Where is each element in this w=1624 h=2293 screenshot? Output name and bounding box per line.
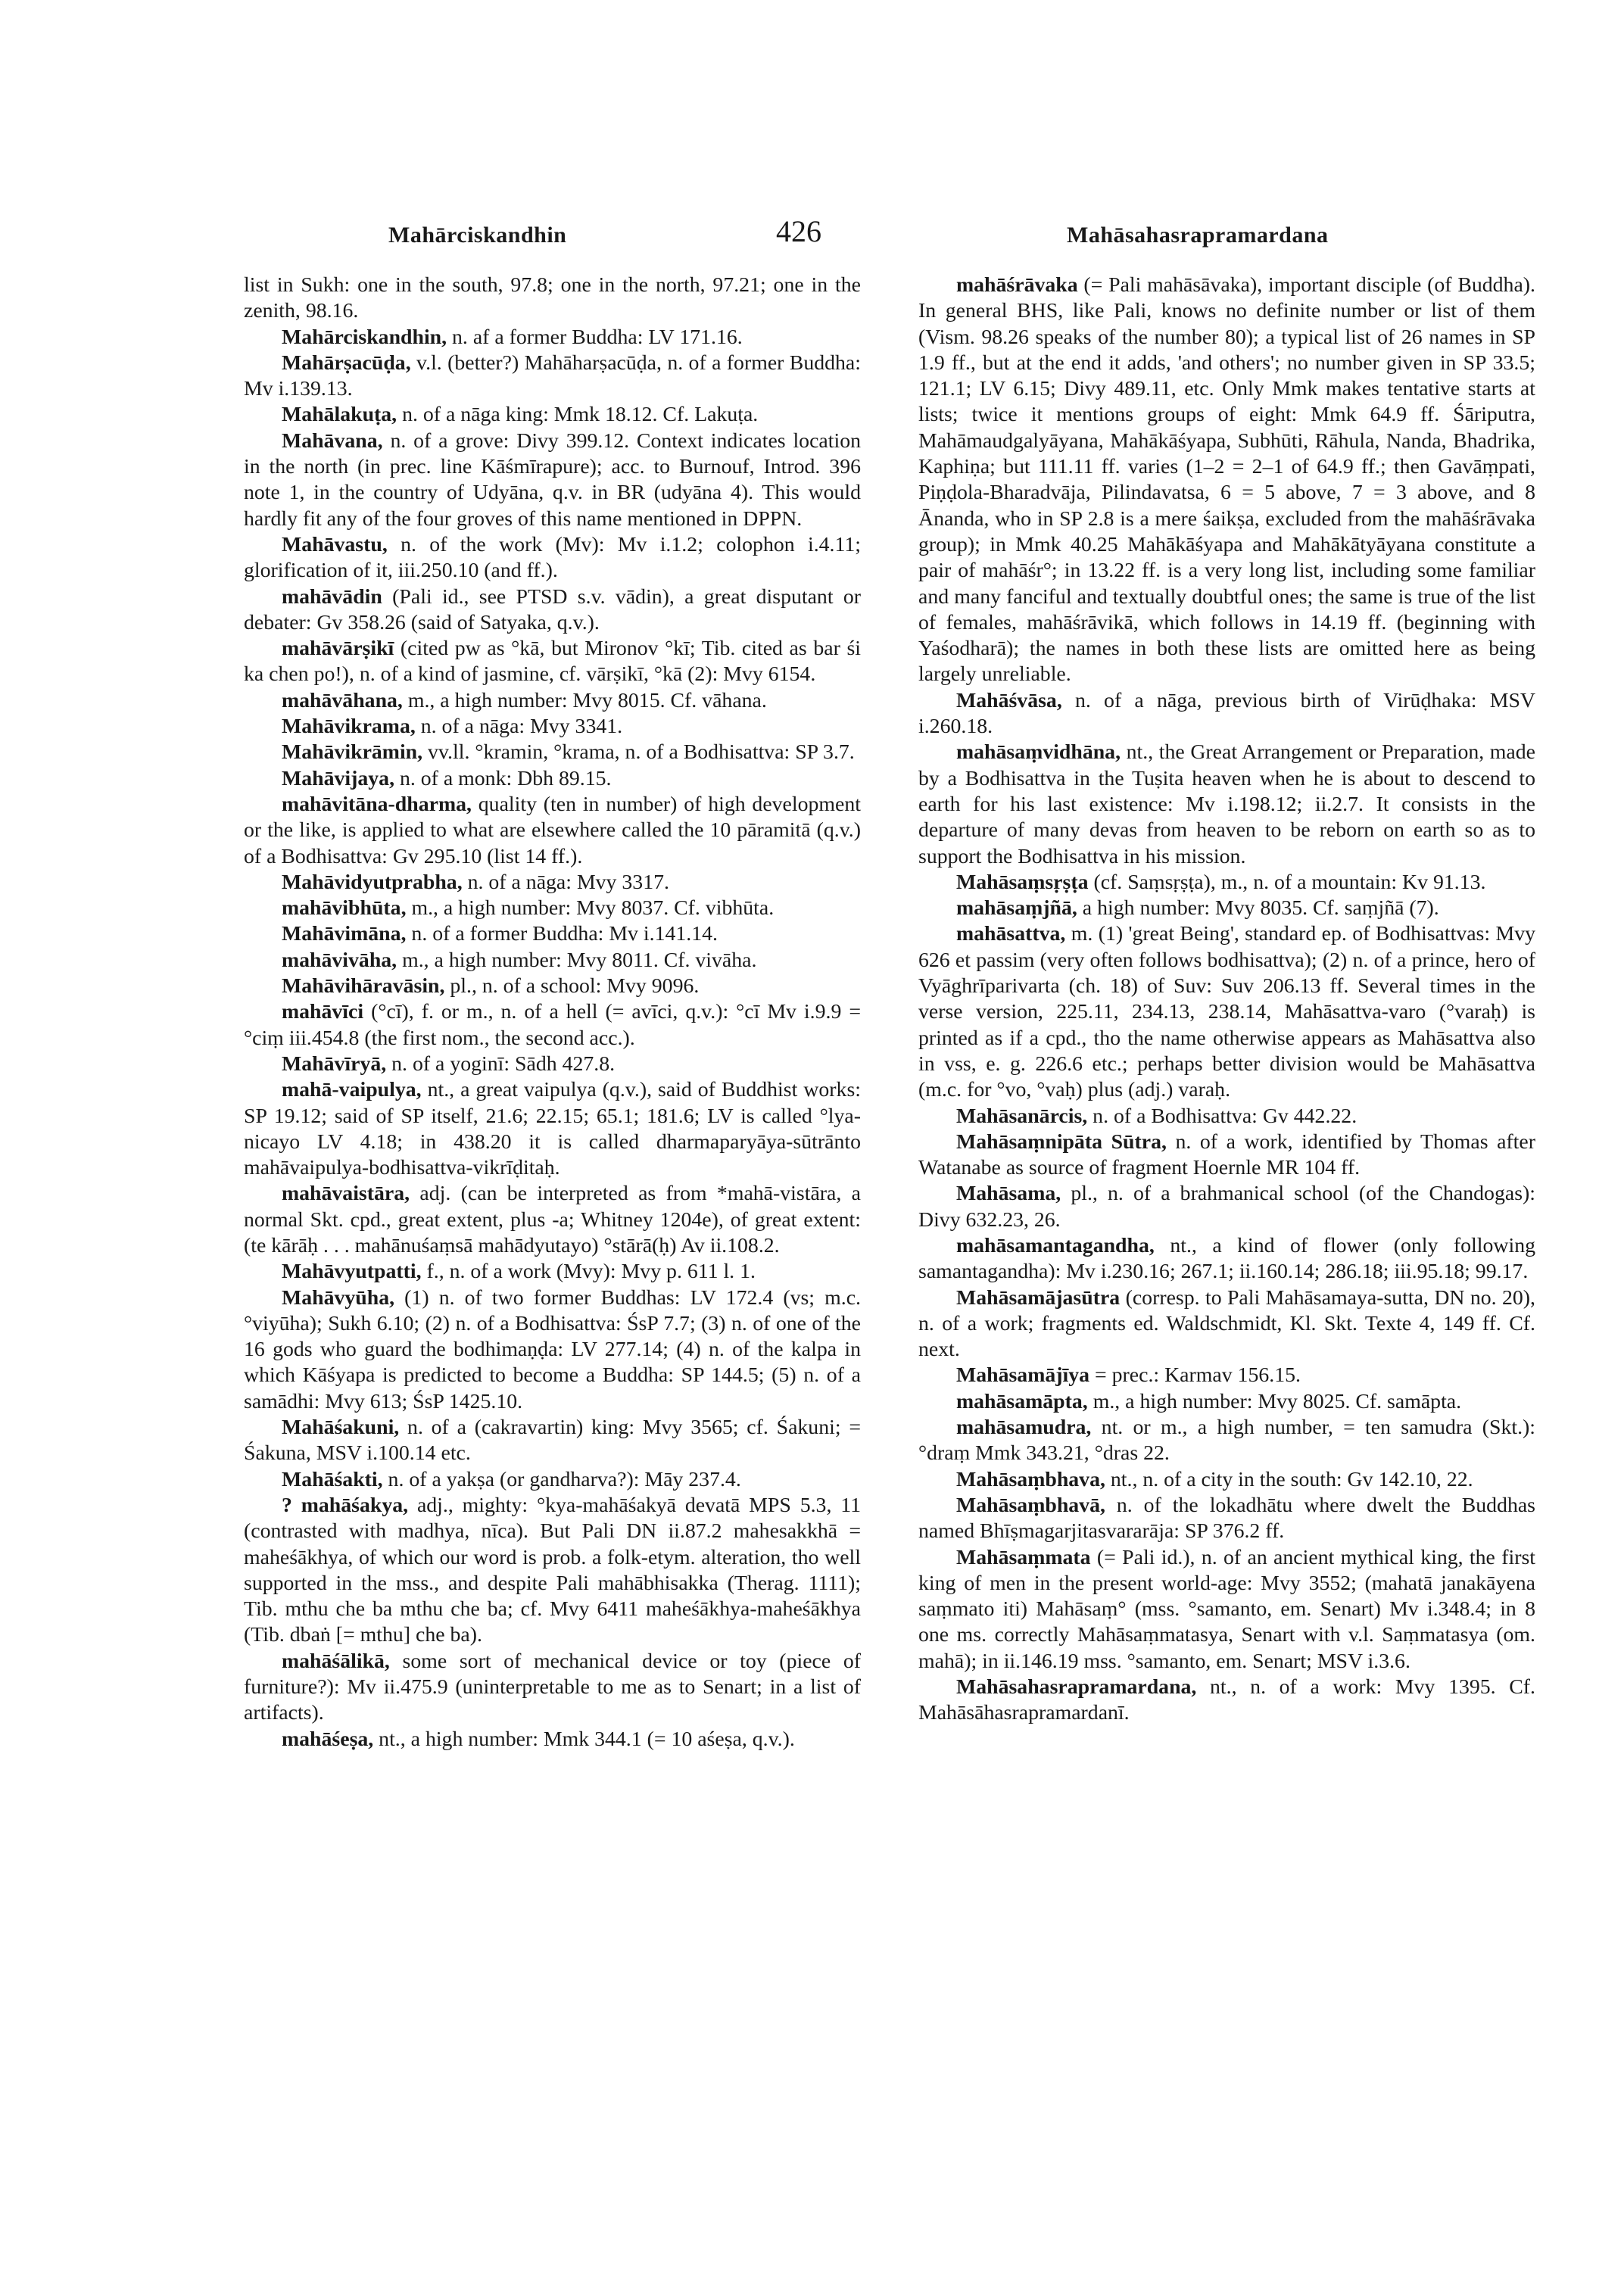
- dictionary-entry: [244, 1493, 861, 1649]
- entry-headword: Mahāśvāsa,: [956, 688, 1062, 712]
- entry-headword: Mahāvijaya,: [282, 766, 395, 790]
- dictionary-entry: [918, 1415, 1535, 1467]
- dictionary-entry: [918, 870, 1535, 896]
- entry-text: quality (ten in number) of high development or the like, is applied to what are elsewhere called the 10 pāramitā (q.v.) of a Bodhisattva: Gv 295.10 (list 14 ff.).: [244, 792, 861, 868]
- dictionary-entry: [918, 740, 1535, 869]
- dictionary-entry: [244, 740, 861, 765]
- entry-text: (= Pali mahāsāvaka), important disciple (of Buddha). In general BHS, like Pali, knows no definite number or list of them (Vism. 98.26 speaks of the number 80); a typical list of 26 names in SP 1.9 ff., but at the end it adds, 'and others'; no number given in SP 33.5; 121.1; LV 6.15; Divy 489.11, etc. Only Mmk makes tentative starts at lists; twice it mentions groups of eight: Mmk 64.9 ff. Śāriputra, Mahāmaudgalyāyana, Mahākāśyapa, Subhūti, Rāhula, Nanda, Bhadrika, Kaphiṇa; but 111.11 ff. varies (1–2 = 2–1 of 64.9 ff.; then Gavāṃpati, Piṇḍola-Bharadvāja, Pilindavatsa, 6 = 5 above, 7 = 3 above, and 8 Ānanda, who in SP 2.8 is a mere śaikṣa, excluded from the mahāśrāvaka group); in Mmk 40.25 Mahākāśyapa and Mahākātyāyana constitute a pair of mahāśr°; in 13.22 ff. is a very long list, including some familiar and many fanciful and textually doubtful ones; the same is true of the list of females, mahāśrāvikā, which follows in 14.19 ff. (beginning with Yaśodharā); the names in both these lists are omitted here as being largely unreliable.: [918, 273, 1535, 687]
- entry-headword: mahāvāhana,: [282, 688, 403, 712]
- dictionary-entry: [244, 766, 861, 792]
- dictionary-entry: [918, 1129, 1535, 1182]
- entry-headword: mahāśrāvaka: [956, 273, 1078, 297]
- entry-text: pl., n. of a school: Mvy 9096.: [444, 974, 700, 999]
- entry-text: n. of a former Buddha: Mv i.141.14.: [406, 922, 718, 946]
- dictionary-entry: [918, 1467, 1535, 1493]
- entry-headword: Mahāsahasrapramardana,: [956, 1675, 1197, 1699]
- entry-text: = prec.: Karmav 156.15.: [1089, 1363, 1301, 1388]
- entry-headword: mahāvīci: [282, 1000, 364, 1024]
- dictionary-entry: [244, 325, 861, 350]
- entry-text: (cf. Saṃsṛṣṭa), m., n. of a mountain: Kv 91.13.: [1088, 870, 1486, 894]
- dictionary-entry: [918, 1363, 1535, 1388]
- entry-text: m., a high number: Mvy 8015. Cf. vāhana.: [402, 688, 767, 712]
- dictionary-entry: [244, 532, 861, 584]
- entry-headword: Mahāśakuni,: [282, 1416, 400, 1440]
- dictionary-entry: [244, 1259, 861, 1285]
- entry-headword: Mahāvidyutprabha,: [282, 870, 463, 894]
- entry-headword: Mahāvikrāmin,: [282, 740, 423, 765]
- entry-text: (cited pw as °kā, but Mironov °kī; Tib. cited as bar śi ka chen po!), n. of a kind of jasmine, cf. vārṣikī, °kā (2): Mvy 6154.: [244, 637, 861, 687]
- entry-text: adj., mighty: °kya-mahāśakyā devatā MPS 5.3, 11 (contrasted with madhya, nīca). But Pali DN ii.87.2 mahesakkhā = maheśākhya, of which our word is prob. a folk-etym. alteration, tho well supported in the mss., and despite Pali mahābhisakka (Therag. 1111); Tib. mthu che ba mthu che ba; cf. Mvy 6411 maheśākhya-maheśākhya (Tib. dbaṅ [= mthu] che ba).: [244, 1493, 862, 1647]
- entry-text: a high number: Mvy 8035. Cf. saṃjñā (7).: [1077, 896, 1439, 921]
- entry-text: some sort of mechanical device or toy (piece of furniture?): Mv ii.475.9 (uninterpretable to me as to Senart; in a list of artifacts).: [244, 1649, 861, 1725]
- entry-text: n. of a monk: Dbh 89.15.: [394, 766, 612, 790]
- dictionary-entry: [244, 636, 861, 688]
- entry-headword: mahāsaṃjñā,: [956, 896, 1077, 921]
- entry-headword: Mahāsama,: [956, 1182, 1061, 1206]
- entry-text: v.l. (better?) Mahāharṣacūḍa, n. of a former Buddha: Mv i.139.13.: [244, 350, 861, 401]
- page-number: 426: [776, 214, 821, 248]
- entry-headword: Mahāsanārcis,: [956, 1104, 1088, 1128]
- running-head-right: Mahāsahasrapramardana: [1067, 223, 1329, 248]
- entry-headword: ? mahāśakya,: [282, 1493, 409, 1517]
- entry-headword: Mahāsaṃbhava,: [956, 1467, 1105, 1491]
- entry-text: n. af a former Buddha: LV 171.16.: [447, 325, 743, 349]
- entry-text: pl., n. of a brahmanical school (of the Chandogas): Divy 632.23, 26.: [918, 1182, 1535, 1232]
- entry-text: n. of the lokadhātu where dwelt the Buddhas named Bhīṣmagarjitasvararāja: SP 376.2 ff.: [918, 1493, 1535, 1544]
- entry-headword: Mahāvīryā,: [282, 1051, 387, 1076]
- entry-text: (1) n. of two former Buddhas: LV 172.4 (vs; m.c. °viyūha); Sukh 6.10; (2) n. of a Bodhisattva: ŚsP 7.7; (3) n. of one of the 16 gods who guard the bodhimaṇḍa: LV 277.14; (4) n. of the kalpa in which Kāśyapa is predicted to become a Buddha: SP 144.5; (5) n. of a samādhi: Mvy 613; ŚsP 1425.10.: [244, 1285, 861, 1413]
- entry-headword: mahāsaṃvidhāna,: [956, 740, 1121, 765]
- dictionary-entry: [244, 714, 861, 740]
- entry-text: m., a high number: Mvy 8025. Cf. samāpta.: [1087, 1389, 1462, 1413]
- entry-text: n. of a nāga: Mvy 3317.: [462, 870, 669, 894]
- entry-text: n. of a Bodhisattva: Gv 442.22.: [1087, 1104, 1357, 1128]
- entry-headword: mahāsamāpta,: [956, 1389, 1088, 1413]
- entry-headword: Mahāvimāna,: [282, 922, 407, 946]
- dictionary-entry: [244, 1727, 861, 1752]
- dictionary-entry: [244, 1649, 861, 1727]
- dictionary-entry: [244, 1467, 861, 1493]
- entry-headword: mahāvibhūta,: [282, 896, 407, 921]
- entry-text: n. of the work (Mv): Mv i.1.2; colophon i.4.11; glorification of it, iii.250.10 (and ff.).: [244, 532, 861, 583]
- entry-text: m., a high number: Mvy 8037. Cf. vibhūta.: [406, 896, 775, 921]
- entry-text: n. of a grove: Divy 399.12. Context indicates location in the north (in prec. line Kāśmīrapure); acc. to Burnouf, Introd. 396 note 1, in the country of Udyāna, q.v. in BR (udyāna 4). This would hardly fit any of the four groves of this name mentioned in DPPN.: [244, 428, 861, 531]
- entry-text: nt. or m., a high number, = ten samudra (Skt.): °draṃ Mmk 343.21, °dras 22.: [918, 1416, 1535, 1466]
- entry-text: (°cī), f. or m., n. of a hell (= avīci, q.v.): °cī Mv i.9.9 = °ciṃ iii.454.8 (the first nom., the second acc.).: [244, 1000, 861, 1050]
- dictionary-entry: [918, 1233, 1535, 1285]
- entry-headword: Mahāvastu,: [282, 532, 388, 556]
- entry-text: n. of a (cakravartin) king: Mvy 3565; cf. Śakuni; = Śakuna, MSV i.100.14 etc.: [244, 1416, 861, 1466]
- entry-headword: Mahāvikrama,: [282, 715, 416, 739]
- entry-text: (= Pali id.), n. of an ancient mythical king, the first king of men in the present world-age: Mvy 3552; (mahatā janakāyena saṃmato iti) Mahāsaṃ° (mss. °samanto, em. Senart) Mv i.348.4; in 8 one ms. correctly Mahāsaṃmatasya, Senart with v.l. Saṃmatasya (om. mahā); in ii.146.19 mss. °samanto, em. Senart; MSV i.3.6.: [918, 1545, 1535, 1673]
- entry-text: n. of a yakṣa (or gandharva?): Māy 237.4.: [382, 1467, 741, 1491]
- entry-headword: Mahāsaṃsṛṣṭa: [956, 870, 1089, 894]
- dictionary-entry: [244, 870, 861, 896]
- entry-headword: mahāvārṣikī: [282, 637, 394, 661]
- entry-text: n. of a nāga, previous birth of Virūḍhaka: MSV i.260.18.: [918, 688, 1535, 739]
- entry-text: (corresp. to Pali Mahāsamaya-sutta, DN no. 20), n. of a work; fragments ed. Waldschmidt, Kl. Skt. Texte 4, 149 ff. Cf. next.: [918, 1285, 1535, 1362]
- entry-headword: mahāsattva,: [956, 922, 1066, 946]
- dictionary-entry: [244, 1285, 861, 1415]
- entry-headword: Mahāvihāravāsin,: [282, 974, 445, 999]
- dictionary-entry: [918, 273, 1535, 688]
- dictionary-entry: [244, 921, 861, 947]
- entry-headword: mahāvaistāra,: [282, 1182, 410, 1206]
- entry-headword: Mahāsaṃbhavā,: [956, 1493, 1105, 1517]
- entry-headword: Mahāsaṃnipāta Sūtra,: [956, 1129, 1167, 1154]
- entry-headword: mahāvivāha,: [282, 948, 397, 972]
- entry-text: f., n. of a work (Mvy): Mvy p. 611 l. 1.: [421, 1260, 756, 1284]
- entry-headword: Mahāvyutpatti,: [282, 1260, 422, 1284]
- dictionary-entry: [244, 350, 861, 403]
- entry-text: nt., a great vaipulya (q.v.), said of Buddhist works: SP 19.12; said of SP itself, 21.6; 22.15; 65.1; 181.6; LV is called °lya-nicayo LV 4.18; in 438.20 it is called dharmaparyāya-sūtrānto mahāvaipulya-bodhisattva-vikrīḍitaḥ.: [244, 1078, 861, 1180]
- entry-headword: mahāvitāna-dharma,: [282, 792, 472, 816]
- dictionary-entry: [244, 1077, 861, 1181]
- dictionary-entry: [918, 1493, 1535, 1545]
- dictionary-entry: [244, 428, 861, 532]
- entry-headword: Mahāśakti,: [282, 1467, 383, 1491]
- entry-headword: Mahāsamājīya: [956, 1363, 1090, 1388]
- right-column: [918, 273, 1535, 1727]
- dictionary-entry: [918, 896, 1535, 921]
- entry-headword: Mahāvana,: [282, 428, 383, 453]
- dictionary-entry: [918, 1545, 1535, 1675]
- entry-headword: mahāsamudra,: [956, 1416, 1092, 1440]
- dictionary-entry: [244, 1181, 861, 1259]
- entry-text: m., a high number: Mvy 8011. Cf. vivāha.: [397, 948, 757, 972]
- dictionary-entry: [244, 792, 861, 870]
- entry-headword: Mahāsamājasūtra: [956, 1285, 1121, 1310]
- dictionary-entry: [244, 974, 861, 999]
- entry-headword: Mahārṣacūḍa,: [282, 350, 411, 375]
- dictionary-entry: [918, 1181, 1535, 1233]
- entry-headword: Mahālakuṭa,: [282, 403, 397, 427]
- entry-text: nt., n. of a city in the south: Gv 142.10, 22.: [1105, 1467, 1473, 1491]
- entry-text: nt., a kind of flower (only following samantagandha): Mv i.230.16; 267.1; ii.160.14; 286.18; iii.95.18; 99.17.: [918, 1233, 1535, 1284]
- dictionary-entry: [244, 1415, 861, 1467]
- dictionary-entry: [244, 402, 861, 428]
- entry-text: list in Sukh: one in the south, 97.8; one in the north, 97.21; one in the zenith, 98.16.: [244, 273, 861, 323]
- dictionary-entry: [244, 948, 861, 974]
- entry-text: vv.ll. °kramin, °krama, n. of a Bodhisattva: SP 3.7.: [422, 740, 855, 765]
- entry-text: (Pali id., see PTSD s.v. vādin), a great disputant or debater: Gv 358.26 (said of Satyaka, q.v.).: [244, 584, 861, 634]
- entry-text: m. (1) 'great Being', standard ep. of Bodhisattvas: Mvy 626 et passim (very often follows bodhisattva); (2) n. of a prince, hero of Vyāghrīparivarta (ch. 18) of Suv: Suv 206.13 ff. Several times in the verse version, 225.11, 234.13, 238.14, Mahāsattva-varo (°varaḥ) is printed as if a cpd., tho the name otherwise appears as Mahāsattva also in vss, e. g. 226.6 etc.; perhaps better division would be Mahāsattva (m.c. for °vo, °vaḥ) plus (adj.) varaḥ.: [918, 922, 1535, 1102]
- entry-headword: Mahāvyūha,: [282, 1285, 395, 1310]
- dictionary-entry: [244, 896, 861, 921]
- entry-headword: mahāśeṣa,: [282, 1727, 374, 1751]
- dictionary-entry: [918, 688, 1535, 740]
- left-column: [244, 273, 861, 1752]
- dictionary-entry: [918, 1104, 1535, 1129]
- entry-text: nt., n. of a work: Mvy 1395. Cf. Mahāsāhasrapramardanī.: [918, 1675, 1535, 1725]
- dictionary-entry: [244, 1051, 861, 1077]
- entry-headword: mahāvādin: [282, 584, 382, 609]
- dictionary-entry: [918, 1675, 1535, 1727]
- entry-headword: Mahāsaṃmata: [956, 1545, 1091, 1569]
- entry-text: n. of a yoginī: Sādh 427.8.: [386, 1051, 616, 1076]
- dictionary-entry: [918, 1285, 1535, 1363]
- entry-text: n. of a work, identified by Thomas after Watanabe as source of fragment Hoernle MR 104 ff.: [918, 1129, 1535, 1180]
- dictionary-entry: [918, 1389, 1535, 1415]
- dictionary-entry: [244, 273, 861, 325]
- dictionary-entry: [244, 584, 861, 637]
- entry-text: adj. (can be interpreted as from *mahā-vistāra, a normal Skt. cpd., great extent, plus -a; Whitney 1204e), of great extent: (te kārāḥ . . . mahānuśaṃsā mahādyutayo) °stārā(ḥ) Av ii.108.2.: [244, 1182, 861, 1257]
- entry-headword: mahāśālikā,: [282, 1649, 390, 1673]
- entry-text: nt., the Great Arrangement or Preparation, made by a Bodhisattva in the Tuṣita heaven when he is about to descend to earth for his last existence: Mv i.198.12; ii.2.7. It consists in the departure of many devas from heaven to be reborn on earth so as to support the Bodhisattva in his mission.: [918, 740, 1535, 868]
- entry-headword: mahāsamantagandha,: [956, 1233, 1155, 1257]
- running-head-left: Mahārciskandhin: [388, 223, 567, 248]
- dictionary-entry: [244, 688, 861, 714]
- entry-headword: mahā-vaipulya,: [282, 1078, 422, 1102]
- entry-text: n. of a nāga: Mvy 3341.: [415, 715, 623, 739]
- dictionary-entry: [918, 921, 1535, 1103]
- dictionary-entry: [244, 999, 861, 1051]
- entry-headword: Mahārciskandhin,: [282, 325, 447, 349]
- entry-text: nt., a high number: Mmk 344.1 (= 10 aśeṣa, q.v.).: [373, 1727, 795, 1751]
- entry-text: n. of a nāga king: Mmk 18.12. Cf. Lakuṭa.: [397, 403, 759, 427]
